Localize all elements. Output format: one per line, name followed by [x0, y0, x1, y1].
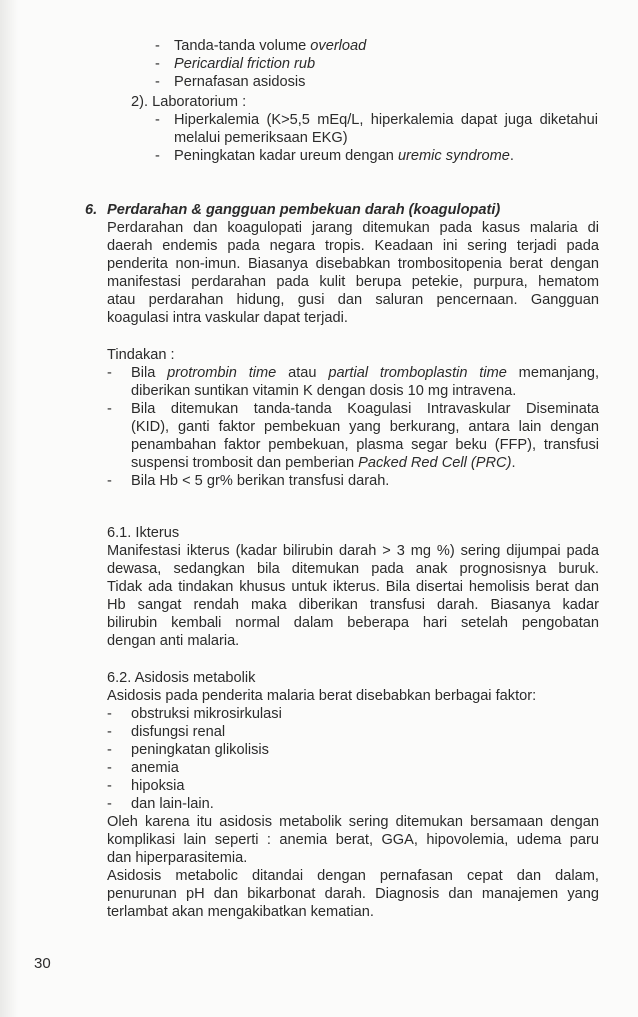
- page-number: 30: [34, 955, 51, 972]
- paragraph-line: Asidosis metabolic ditandai dengan pernafasan cepat dan dalam,: [107, 868, 599, 884]
- list-dash: -: [155, 74, 160, 90]
- list-dash: -: [155, 148, 160, 164]
- factor-item: obstruksi mikrosirkulasi: [131, 706, 282, 722]
- factor-item: hipoksia: [131, 778, 185, 794]
- paragraph-line: Asidosis pada penderita malaria berat disebabkan berbagai faktor:: [107, 688, 537, 704]
- factor-item: disfungsi renal: [131, 724, 226, 740]
- lab-item-line: melalui pemeriksaan EKG): [174, 130, 348, 146]
- list-dash: -: [107, 365, 112, 381]
- tindakan-line: Bila protrombin time atau partial tromboplastin time memanjang,: [131, 365, 599, 381]
- factor-item: dan lain-lain.: [131, 796, 214, 812]
- paragraph-line: manifestasi perdarahan pada kulit berupa petekie, purpura, hematom: [107, 274, 599, 290]
- lab-item-line: Hiperkalemia (K>5,5 mEq/L, hiperkalemia dapat juga diketahui: [174, 112, 598, 128]
- section-number: 6.: [85, 202, 98, 218]
- paragraph-line: dewasa, sedangkan bila ditemukan pada anak prognosisnya buruk.: [107, 561, 599, 577]
- paragraph-line: atau perdarahan hidung, gusi dan saluran pencernaan. Gangguan: [107, 292, 599, 308]
- lab-item-line: Peningkatan kadar ureum dengan uremic syndrome.: [174, 148, 514, 164]
- tindakan-line: Bila Hb < 5 gr% berikan transfusi darah.: [131, 473, 390, 489]
- scan-edge-shadow: [0, 0, 18, 1017]
- factor-item: peningkatan glikolisis: [131, 742, 269, 758]
- list-item: Pernafasan asidosis: [174, 74, 306, 90]
- paragraph-line: dengan anti malaria.: [107, 633, 240, 649]
- paragraph-line: daerah endemis pada negara tropis. Keadaan ini sering terjadi pada: [107, 238, 599, 254]
- list-dash: -: [107, 760, 112, 776]
- lab-heading: 2). Laboratorium :: [131, 94, 247, 110]
- paragraph-line: dan hiperparasitemia.: [107, 850, 248, 866]
- paragraph-line: bilirubin kembali normal dalam beberapa hari setelah pengobatan: [107, 615, 599, 631]
- tindakan-line: (KID), ganti faktor pembekuan yang berkurang, antara lain dengan: [131, 419, 599, 435]
- list-dash: -: [107, 742, 112, 758]
- factor-item: anemia: [131, 760, 179, 776]
- paragraph-line: Oleh karena itu asidosis metabolik sering ditemukan bersamaan dengan: [107, 814, 599, 830]
- tindakan-line: Bila ditemukan tanda-tanda Koagulasi Intravaskular Diseminata: [131, 401, 599, 417]
- section-title: Perdarahan & gangguan pembekuan darah (koagulopati): [107, 202, 501, 218]
- list-dash: -: [107, 473, 112, 489]
- paragraph-line: terlambat akan mengakibatkan kematian.: [107, 904, 374, 920]
- list-dash: -: [155, 56, 160, 72]
- list-dash: -: [107, 724, 112, 740]
- paragraph-line: penderita non-imun. Biasanya disebabkan trombositopenia berat dengan: [107, 256, 599, 272]
- list-dash: -: [107, 401, 112, 417]
- paragraph-line: komplikasi lain seperti : anemia berat, GGA, hipovolemia, udema paru: [107, 832, 599, 848]
- paragraph-line: Perdarahan dan koagulopati jarang ditemukan pada kasus malaria di: [107, 220, 599, 236]
- paragraph-line: koagulasi intra vaskular dapat terjadi.: [107, 310, 348, 326]
- tindakan-line: suspensi trombosit dan pemberian Packed Red Cell (PRC).: [131, 455, 516, 471]
- list-dash: -: [107, 796, 112, 812]
- list-item: Pericardial friction rub: [174, 56, 316, 72]
- list-item: Tanda-tanda volume overload: [174, 38, 367, 54]
- list-dash: -: [107, 706, 112, 722]
- list-dash: -: [155, 112, 160, 128]
- paragraph-line: Tidak ada tindakan khusus untuk ikterus. Bila disertai hemolisis berat dan: [107, 579, 599, 595]
- subsection-heading: 6.2. Asidosis metabolik: [107, 670, 256, 686]
- tindakan-line: diberikan suntikan vitamin K dengan dosis 10 mg intravena.: [131, 383, 517, 399]
- paragraph-line: penurunan pH dan bikarbonat darah. Diagnosis dan manajemen yang: [107, 886, 599, 902]
- list-dash: -: [155, 38, 160, 54]
- paragraph-line: Manifestasi ikterus (kadar bilirubin darah > 3 mg %) sering dijumpai pada: [107, 543, 599, 559]
- tindakan-line: penambahan faktor pembekuan, plasma segar beku (FFP), transfusi: [131, 437, 599, 453]
- paragraph-line: Hb sangat rendah maka diberikan transfusi darah. Biasanya kadar: [107, 597, 599, 613]
- subsection-heading: 6.1. Ikterus: [107, 525, 180, 541]
- tindakan-label: Tindakan :: [107, 347, 175, 363]
- list-dash: -: [107, 778, 112, 794]
